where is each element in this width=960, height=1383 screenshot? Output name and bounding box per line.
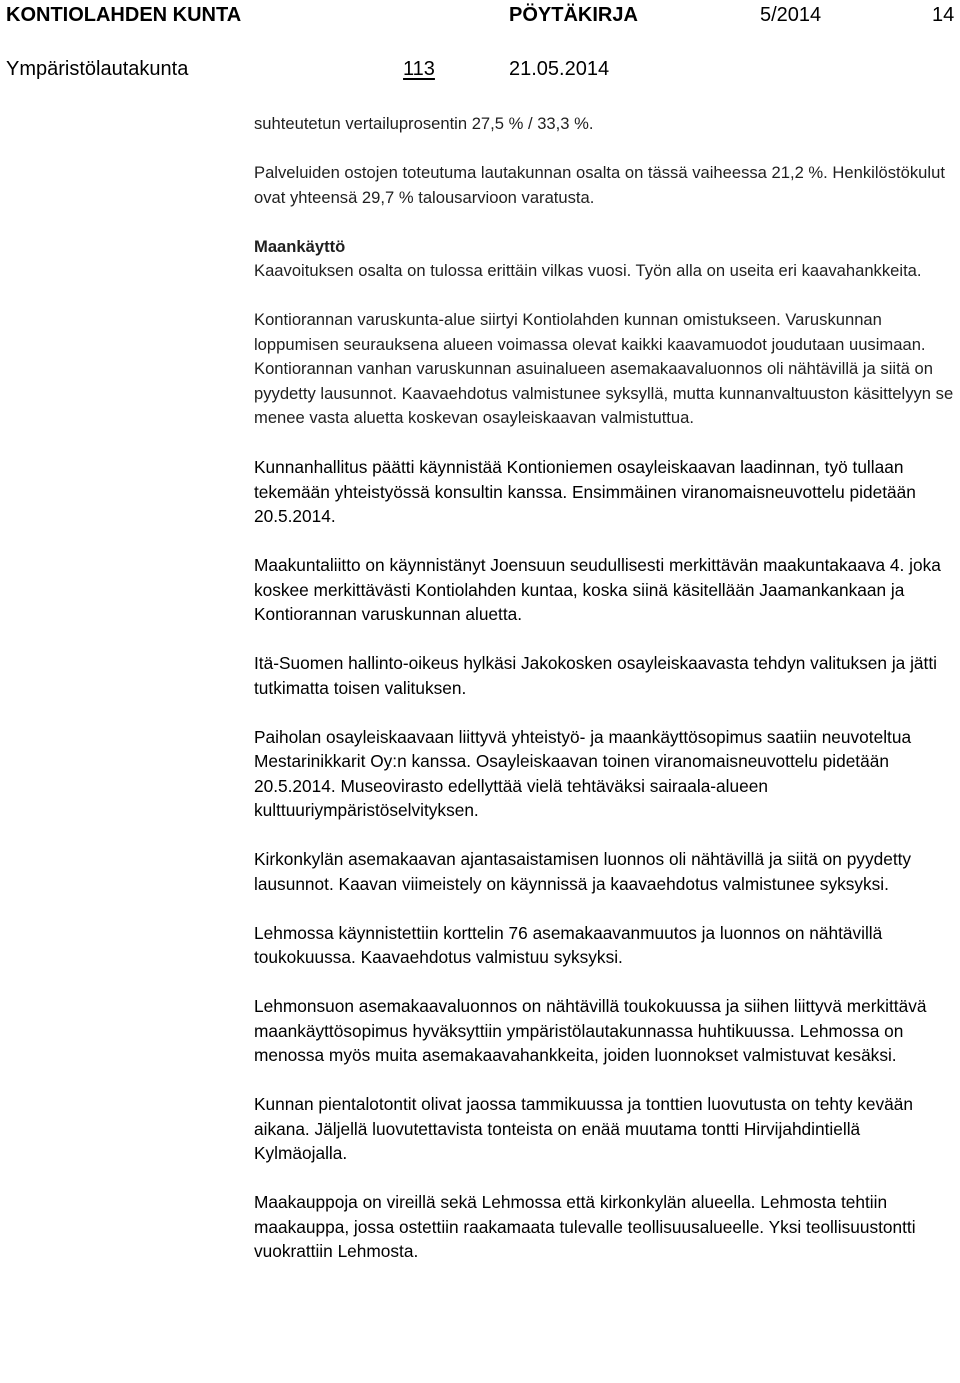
paragraph: Paiholan osayleiskaavaan liittyvä yhteistyö- ja maankäyttösopimus saatiin neuvoteltua Mestarinikkarit Oy:n kanssa. Osayleiskaavan toinen viranomaisneuvottelu pidetään 20.5.2014. Museovirasto edellyttää vielä tehtäväksi sairaala-alueen kulttuuriympäristöselvityksen.: [254, 726, 912, 820]
paragraph: Palveluiden ostojen toteutuma lautakunnan osalta on tässä vaiheessa 21,2 %. Henkilöstökulut ovat yhteensä 29,7 % talousarvioon varatusta.: [254, 163, 945, 207]
paragraph: suhteutetun vertailuprosentin 27,5 % / 33,3 %.: [254, 114, 594, 133]
committee-name: Ympäristölautakunta: [6, 58, 189, 80]
paragraph: Maakauppoja on vireillä sekä Lehmossa että kirkonkylän alueella. Lehmosta tehtiin maakauppa, jossa ostettiin raakamaata tulevalle teollisuusalueelle. Yksi teollisuustontti vuokrattiin Lehmosta.: [254, 1192, 916, 1261]
page-number: 14: [932, 4, 955, 26]
document-type: PÖYTÄKIRJA: [509, 4, 638, 26]
meeting-date: 21.05.2014: [509, 58, 610, 80]
paragraph: Lehmossa käynnistettiin korttelin 76 asemakaavanmuutos ja luonnos on nähtävillä toukokuussa. Kaavaehdotus valmistuu syksyksi.: [254, 922, 883, 967]
section-number: 113: [403, 58, 435, 80]
paragraph: Kontiorannan varuskunta-alue siirtyi Kontiolahden kunnan omistukseen. Varuskunnan loppumisen seurauksena alueen voimassa olevat kaikki kaavamuodot joudutaan uusimaan. Kontiorannan vanhan varuskunnan asuinalueen asemakaavaluonnos oli nähtävillä ja siitä on pyydetty lausunnot. Kaavaehdotus valmistunee syksyllä, mutta kunnanvaltuuston käsittelyyn se menee vasta aluetta koskevan osayleiskaavan valmistuttua.: [254, 310, 954, 427]
section-heading: Maankäyttö: [254, 236, 346, 256]
document-number: 5/2014: [760, 4, 822, 26]
paragraph: Kunnanhallitus päätti käynnistää Kontioniemen osayleiskaavan laadinnan, työ tullaan tekemään yhteistyössä konsultin kanssa. Ensimmäinen viranomaisneuvottelu pidetään 20.5.2014.: [254, 457, 916, 526]
paragraph: Kaavoituksen osalta on tulossa erittäin vilkas vuosi. Työn alla on useita eri kaavahankkeita.: [254, 261, 922, 280]
paragraph: Itä-Suomen hallinto-oikeus hylkäsi Jakokosken osayleiskaavasta tehdyn valituksen ja jätti tutkimatta toisen valituksen.: [254, 653, 937, 698]
paragraph: Kirkonkylän asemakaavan ajantasaistamisen luonnos oli nähtävillä ja siitä on pyydetty lausunnot. Kaavan viimeistely on käynnissä ja kaavaehdotus valmistunee syksyksi.: [254, 849, 912, 894]
document-body: [254, 112, 954, 1264]
paragraph: Maakuntaliitto on käynnistänyt Joensuun seudullisesti merkittävän maakuntakaava 4. joka koskee merkittävästi Kontiolahden kuntaa, koska siinä käsitellään Jaamankankaan ja Kontiorannan varuskunnan aluetta.: [254, 555, 941, 624]
paragraph: Lehmonsuon asemakaavaluonnos on nähtävillä toukokuussa ja siihen liittyvä merkittävä maankäyttösopimus hyväksyttiin ympäristölautakunnassa huhtikuussa. Lehmossa on menossa myös muita asemakaavahankkeita, joiden luonnokset valmistuvat kesäksi.: [254, 996, 927, 1065]
paragraph: Kunnan pientalotontit olivat jaossa tammikuussa ja tonttien luovutusta on tehty kevään aikana. Jäljellä luovutettavista tonteista on enää muutama tontti Hirvijahdintiellä Kylmäojalla.: [254, 1094, 914, 1163]
municipality-name: KONTIOLAHDEN KUNTA: [6, 4, 242, 26]
